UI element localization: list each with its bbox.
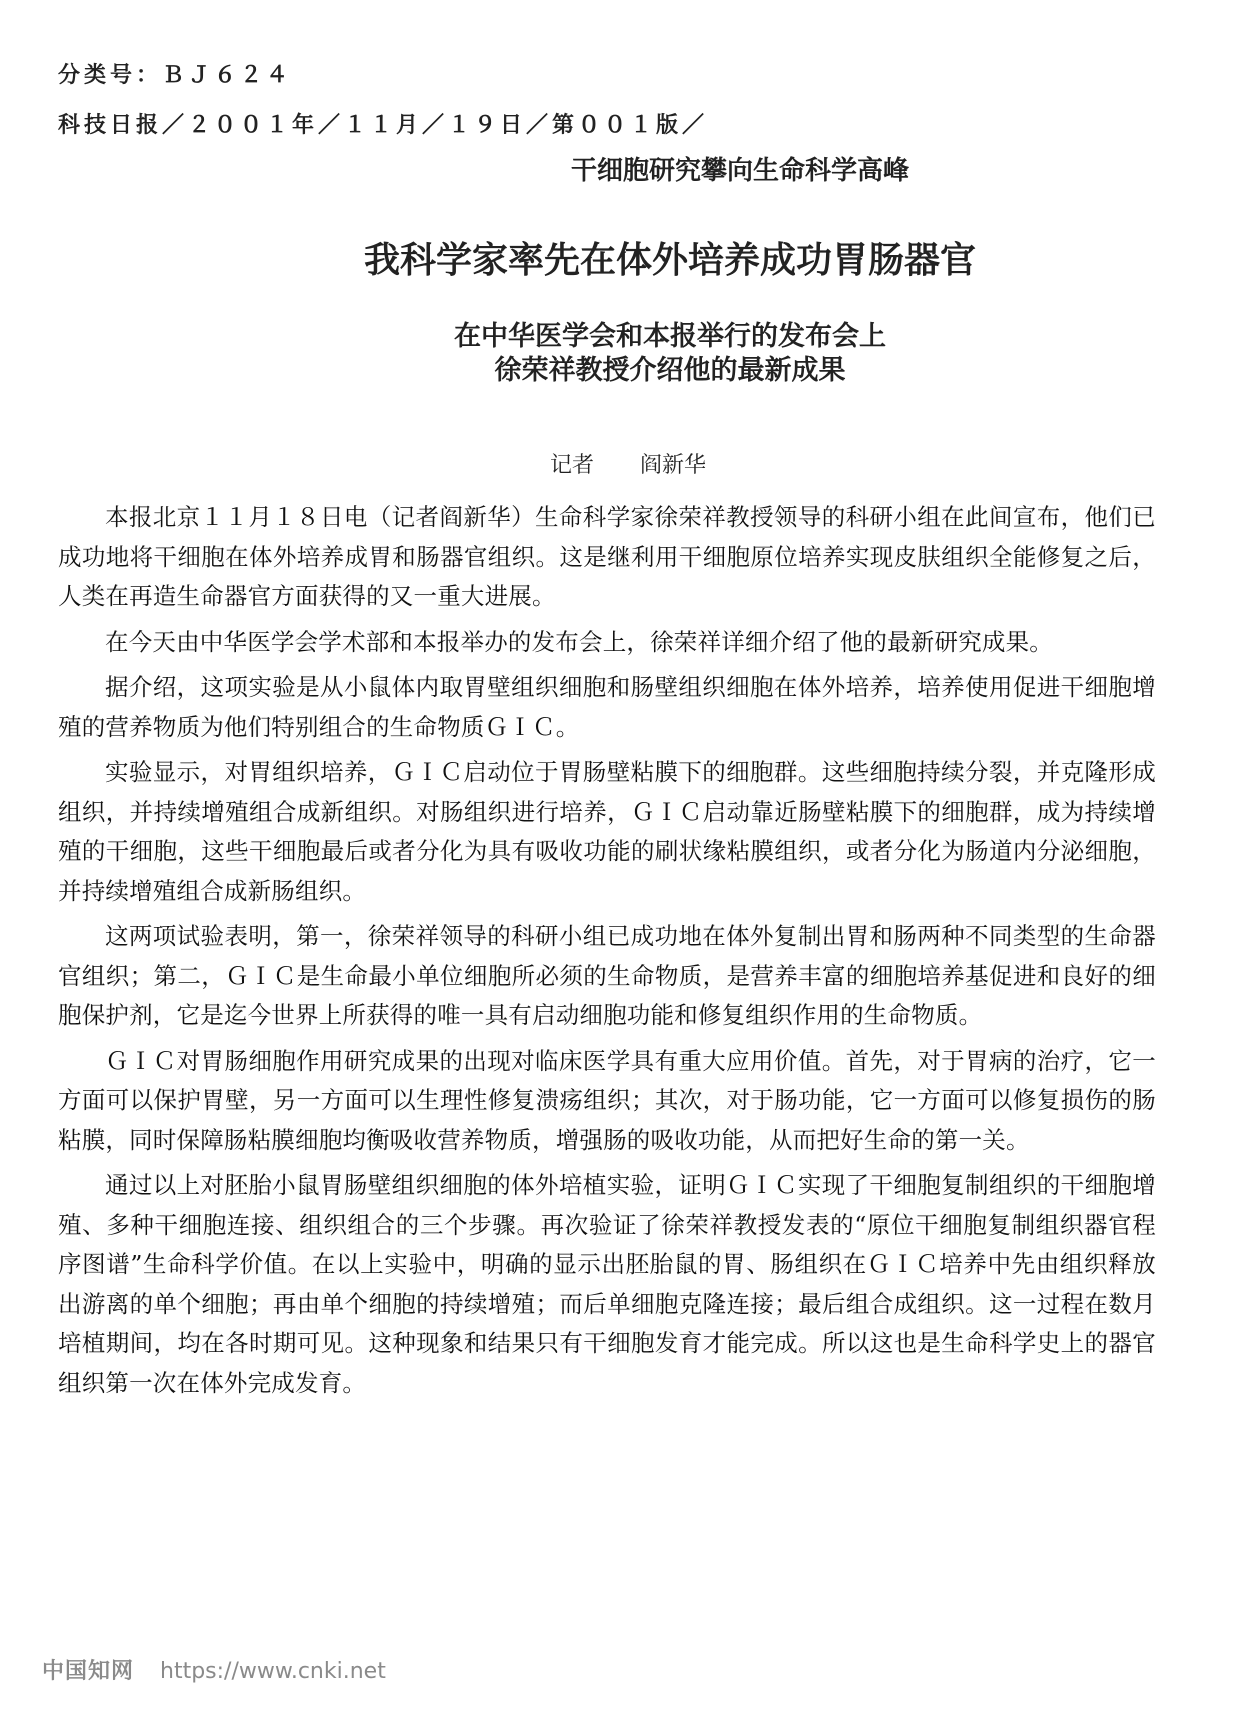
paragraph: 在今天由中华医学会学术部和本报举办的发布会上，徐荣祥详细介绍了他的最新研究成果。 [105, 627, 1053, 656]
article-body [58, 498, 1156, 1409]
subhead-line-2: 徐荣祥教授介绍他的最新成果 [494, 355, 846, 386]
paragraph: 通过以上对胚胎小鼠胃肠壁组织细胞的体外培植实验，证明ＧＩＣ实现了干细胞复制组织的干细胞增殖、多种干细胞连接、组织组合的三个步骤。再次验证了徐荣祥教授发表的“原位干细胞复制组织器官程序图谱”生命科学价值。在以上实验中，明确的显示出胚胎鼠的胃、肠组织在ＧＩＣ培养中先由组织释放出游离的单个细胞；再由单个细胞的持续增殖；而后单细胞克隆连接；最后组合成组织。这一过程在数月培植期间，均在各时期可见。这种现象和结果只有干细胞发育才能完成。所以这也是生命科学史上的器官组织第一次在体外完成发育。 [58, 1171, 1156, 1397]
byline-role: 记者 [550, 453, 595, 478]
paragraph: 这两项试验表明，第一，徐荣祥领导的科研小组已成功地在体外复制出胃和肠两种不同类型的生命器官组织；第二，ＧＩＣ是生命最小单位细胞所必须的生命物质，是营养丰富的细胞培养基促进和良好的细胞保护剂，它是迄今世界上所获得的唯一具有启动细胞功能和修复组织作用的生命物质。 [58, 922, 1156, 1029]
classification-number: 分类号：ＢＪ６２４ [58, 63, 293, 88]
paragraph: 据介绍，这项实验是从小鼠体内取胃壁组织细胞和肠壁组织细胞在体外培养，培养使用促进干细胞增殖的营养物质为他们特别组合的生命物质ＧＩＣ。 [58, 673, 1156, 741]
paragraph: ＧＩＣ对胃肠细胞作用研究成果的出现对临床医学具有重大应用价值。首先，对于胃病的治疗，它一方面可以保护胃壁，另一方面可以生理性修复溃疡组织；其次，对于肠功能，它一方面可以修复损伤的肠粘膜，同时保障肠粘膜细胞均衡吸收营养物质，增强肠的吸收功能，从而把好生命的第一关。 [58, 1046, 1156, 1154]
headline: 我科学家率先在体外培养成功胃肠器官 [363, 240, 976, 281]
footer [42, 1654, 386, 1685]
paragraph: 实验显示，对胃组织培养，ＧＩＣ启动位于胃肠壁粘膜下的细胞群。这些细胞持续分裂，并克隆形成组织，并持续增殖组合成新组织。对肠组织进行培养，ＧＩＣ启动靠近肠壁粘膜下的细胞群，成为持续增殖的干细胞，这些干细胞最后或者分化为具有吸收功能的刷状缘粘膜组织，或者分化为肠道内分泌细胞，并持续增殖组合成新肠组织。 [58, 758, 1156, 905]
subhead-line-1: 在中华医学会和本报举行的发布会上 [454, 321, 886, 352]
byline [550, 448, 706, 479]
footer-url-link[interactable]: https://www.cnki.net [160, 1659, 386, 1684]
byline-name: 阎新华 [640, 453, 707, 478]
cnki-logo: 中国知网 [42, 1659, 135, 1684]
source-line: 科技日报／２００１年／１１月／１９日／第００１版／ [58, 113, 709, 138]
kicker-title: 干细胞研究攀向生命科学高峰 [570, 156, 909, 186]
paragraph: 本报北京１１月１８日电（记者阎新华）生命科学家徐荣祥教授领导的科研小组在此间宣布，他们已成功地将干细胞在体外培养成胃和肠器官组织。这是继利用干细胞原位培养实现皮肤组织全能修复之后，人类在再造生命器官方面获得的又一重大进展。 [58, 503, 1156, 610]
subheadline [50, 320, 1240, 388]
